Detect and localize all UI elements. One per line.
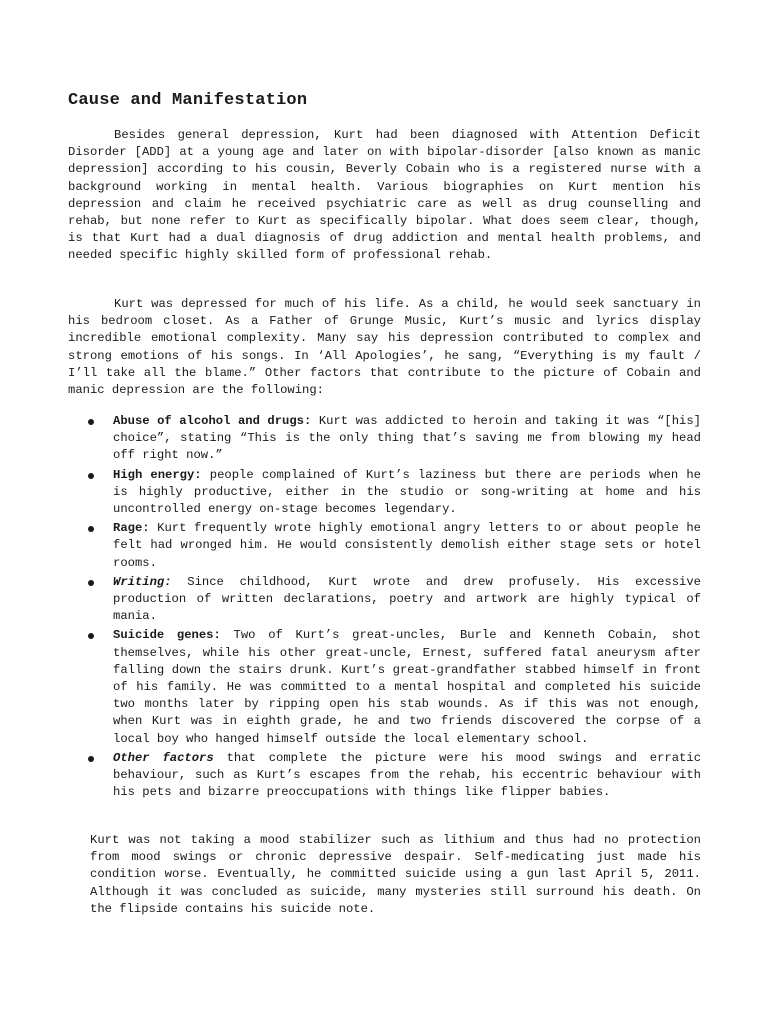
- factor-lead: Rage:: [113, 521, 150, 536]
- bullet-icon: [88, 756, 94, 762]
- list-item: [113, 467, 701, 519]
- bullet-icon: [88, 526, 94, 532]
- list-item: [113, 520, 701, 572]
- bullet-icon: [88, 419, 94, 425]
- list-item: [113, 750, 701, 802]
- bullet-icon: [88, 473, 94, 479]
- factor-list: [113, 413, 701, 803]
- factor-text: Since childhood, Kurt wrote and drew profusely. His excessive production of written declarations, poetry and artwork are highly typical of mania.: [113, 574, 701, 624]
- page-title: Cause and Manifestation: [68, 91, 308, 110]
- factor-lead: Suicide genes:: [113, 628, 221, 643]
- paragraph-depression: Kurt was depressed for much of his life. As a child, he would seek sanctuary in his bedroom closet. As a Father of Grunge Music, Kurt’s music and lyrics display incredible emotional complexity. Many say his depression contributed to complex and strong emotions of his songs. In ‘All Apologies’, he sang, “Everything is my fault / I’ll take all the blame.” Other factors that contribute to the picture of Cobain and manic depression are the following:: [68, 297, 701, 398]
- bullet-icon: [88, 580, 94, 586]
- list-item: [113, 413, 701, 465]
- factor-lead: Writing:: [113, 574, 172, 589]
- factor-lead: Abuse of alcohol and drugs:: [113, 414, 312, 428]
- factor-text: Kurt frequently wrote highly emotional angry letters to or about people he felt had wronged him. He would consistently demolish either stage sets or hotel rooms.: [113, 521, 701, 570]
- factor-text: Kurt was addicted to heroin and taking it was “[his] choice”, stating “This is the only thing that’s saving me from blowing my head off right now.”: [113, 414, 701, 463]
- factor-lead: Other factors: [113, 750, 214, 765]
- factor-text: that complete the picture were his mood swings and erratic behaviour, such as Kurt’s escapes from the rehab, his eccentric behaviour with his pets and bizarre preoccupations with things like flipper babies.: [113, 750, 702, 800]
- paragraph-conclusion: Kurt was not taking a mood stabilizer such as lithium and thus had no protection from mood swings or chronic depressive despair. Self-medicating just made his condition worse. Eventually, he committed suicide using a gun last April 5, 2011. Although it was concluded as suicide, many mysteries still surround his death. On the flipside contains his suicide note.: [90, 833, 701, 916]
- paragraph-diagnosis: Besides general depression, Kurt had been diagnosed with Attention Deficit Disorder [ADD] at a young age and later on with bipolar-disorder [also known as manic depression] according to his cousin, Beverly Cobain who is a registered nurse with a background working in mental health. Various biographies on Kurt mention his depression and claim he received psychiatric care as well as drug counselling and rehab, but none refer to Kurt as specifically bipolar. What does seem clear, though, is that Kurt had a dual diagnosis of drug addiction and mental health problems, and needed specific highly skilled form of professional rehab.: [68, 128, 701, 263]
- factor-text: Two of Kurt’s great-uncles, Burle and Kenneth Cobain, shot themselves, while his other great-uncle, Ernest, suffered fatal aneurysm after falling down the stairs drunk. Kurt’s great-grandfather stabbed himself in front of his family. He was committed to a mental hospital and completed his suicide two months later by ripping open his stab wounds. As if this was not enough, when Kurt was in eighth grade, he and two friends discovered the corpse of a local boy who hanged himself outside the local elementary school.: [113, 628, 701, 746]
- list-item: [113, 627, 701, 747]
- list-item: [113, 574, 701, 626]
- factor-text: people complained of Kurt’s laziness but there are periods when he is highly productive, either in the studio or song-writing at home and his uncontrolled energy on-stage becomes legendary.: [113, 467, 701, 517]
- bullet-icon: [88, 633, 94, 639]
- factor-lead: High energy:: [113, 467, 202, 482]
